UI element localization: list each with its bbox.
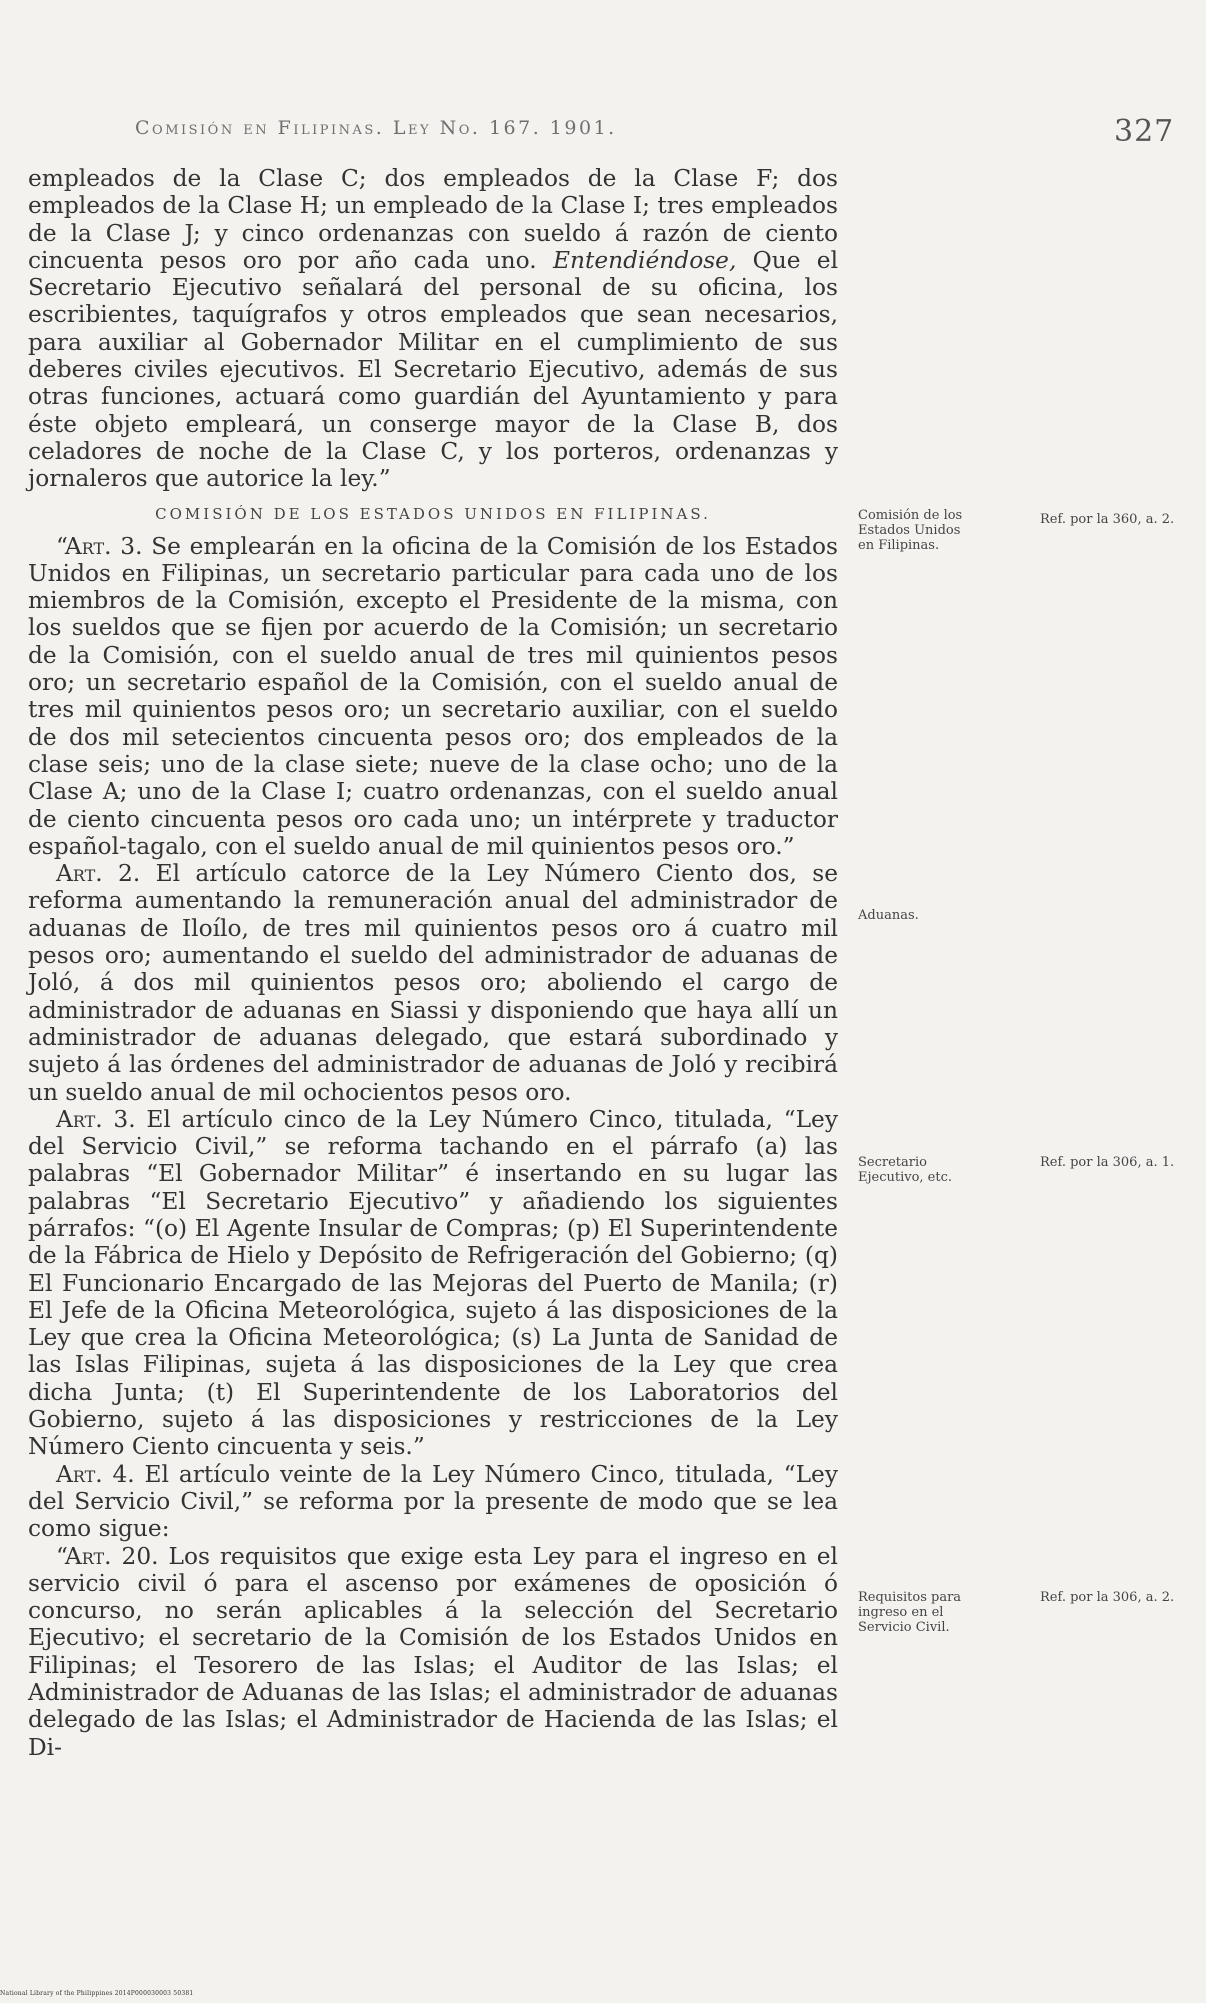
section-heading: COMISIÓN DE LOS ESTADOS UNIDOS EN FILIPINAS. [155,504,711,523]
article-label: Art. 2. [56,860,141,888]
body-text [28,165,838,1761]
running-title: Comisión en Filipinas. Ley No. 167. 1901. [135,117,617,139]
margin-note-ref: Ref. por la 306, a. 1. [1040,1155,1175,1170]
paragraph-text: Que el Secretario Ejecutivo señalará del personal de su oficina, los escribientes, taquígrafos y otros empleados que sean necesarios, para auxiliar al Gobernador Militar en el cumplimiento de sus deberes civiles ejecutivos. El Secretario Ejecutivo, además de sus otras funciones, actuará como guardián del Ayuntamiento y para éste objeto empleará, un conserge mayor de la Clase B, dos celadores de noche de la Clase C, y los porteros, ordenanzas y jornaleros que autorice la ley.” [28,246,839,493]
article-paragraph [28,1543,838,1761]
article-paragraph [28,533,838,861]
article-text: Se emplearán en la oficina de la Comisión de los Estados Unidos en Filipinas, un secretario particular para cada uno de los miembros de la Comisión, excepto el Presidente de la misma, con los sueldos que se fijen por acuerdo de la Comisión; un secretario de la Comisión, con el sueldo anual de tres mil quinientos pesos oro; un secretario español de la Comisión, con el sueldo anual de tres mil quinientos pesos oro; un secretario auxiliar, con el sueldo de dos mil setecientos cincuenta pesos oro; dos empleados de la clase seis; uno de la clase siete; nueve de la clase ocho; uno de la Clase A; uno de la Clase I; cuatro ordenanzas, con el sueldo anual de ciento cincuenta pesos oro cada uno; un intérprete y traductor español-tagalo, con el sueldo anual de mil quinientos pesos oro.” [28,532,839,860]
article-text: El artículo veinte de la Ley Número Cinco, titulada, “Ley del Servicio Civil,” se reforma por la presente de modo que se lea como sigue: [28,1460,838,1543]
margin-note-comision: Comisión de los Estados Unidos en Filipinas. [858,508,963,553]
margin-note-ref: Ref. por la 306, a. 2. [1040,1590,1175,1605]
page-number: 327 [1114,114,1175,149]
article-label: Art. 3. [56,1105,136,1133]
article-label: “Art. 3. [56,532,143,560]
margin-note-requisitos: Requisitos para ingreso en el Servicio Civil. [858,1590,962,1635]
article-paragraph [28,1106,838,1461]
library-credit: National Library of the Philippines 2014P000030003 50381 [0,1990,194,1997]
article-text: El artículo catorce de la Ley Número Ciento dos, se reforma aumentando la remuneración anual del administrador de aduanas de Iloílo, de tres mil quinientos pesos oro á cuatro mil pesos oro; aumentando el sueldo del administrador de aduanas de Joló, á dos mil quinientos pesos oro; aboliendo el cargo de administrador de aduanas en Siassi y disponiendo que haya allí un administrador de aduanas delegado, que estará subordinado y sujeto á las órdenes del administrador de aduanas de Joló y recibirá un sueldo anual de mil ochocientos pesos oro. [28,860,838,1106]
margin-note-ref: Ref. por la 360, a. 2. [1040,512,1175,527]
article-text: El artículo cinco de la Ley Número Cinco, titulada, “Ley del Servicio Civil,” se reforma tachando en el párrafo (a) las palabras “El Gobernador Militar” é insertando en su lugar las palabras “El Secretario Ejecutivo” y añadiendo los siguientes párrafos: “(o) El Agente Insular de Compras; (p) El Superintendente de la Fábrica de Hielo y Depósito de Refrigeración del Gobierno; (q) El Funcionario Encargado de las Mejoras del Puerto de Manila; (r) El Jefe de la Oficina Meteorológica, sujeto á las disposiciones de la Ley que crea la Oficina Meteorológica; (s) La Junta de Sanidad de las Islas Filipinas, sujeta á las disposiciones de la Ley que crea dicha Junta; (t) El Superintendente de los Laboratorios del Gobierno, sujeto á las disposiciones y restricciones de la Ley Número Ciento cincuenta y seis.” [28,1105,838,1461]
article-text: Los requisitos que exige esta Ley para el ingreso en el servicio civil ó para el ascenso por exámenes de oposición ó concurso, no serán aplicables á la selección del Secretario Ejecutivo; el secretario de la Comisión de los Estados Unidos en Filipinas; el Tesorero de las Islas; el Auditor de las Islas; el Administrador de Aduanas de las Islas; el administrador de aduanas delegado de las Islas; el Administrador de Hacienda de las Islas; el Di- [28,1542,839,1761]
article-label: Art. 4. [56,1460,135,1488]
article-paragraph [28,1461,838,1543]
article-paragraph [28,860,838,1106]
paragraph-text: empleados de la Clase C; dos empleados de la Clase F; dos empleados de la Clase H; un empleado de la Clase I; tres empleados de la Clase J; y cinco ordenanzas con sueldo á razón de ciento cincuenta pesos oro por año cada uno. [28,165,838,274]
article-label: “Art. 20. [56,1542,159,1570]
continued-paragraph [28,165,838,493]
margin-note-aduanas: Aduanas. [858,908,919,923]
emphasis-text: Entendiéndose, [552,246,737,274]
margin-note-secretario: Secretario Ejecutivo, etc. [858,1155,953,1185]
